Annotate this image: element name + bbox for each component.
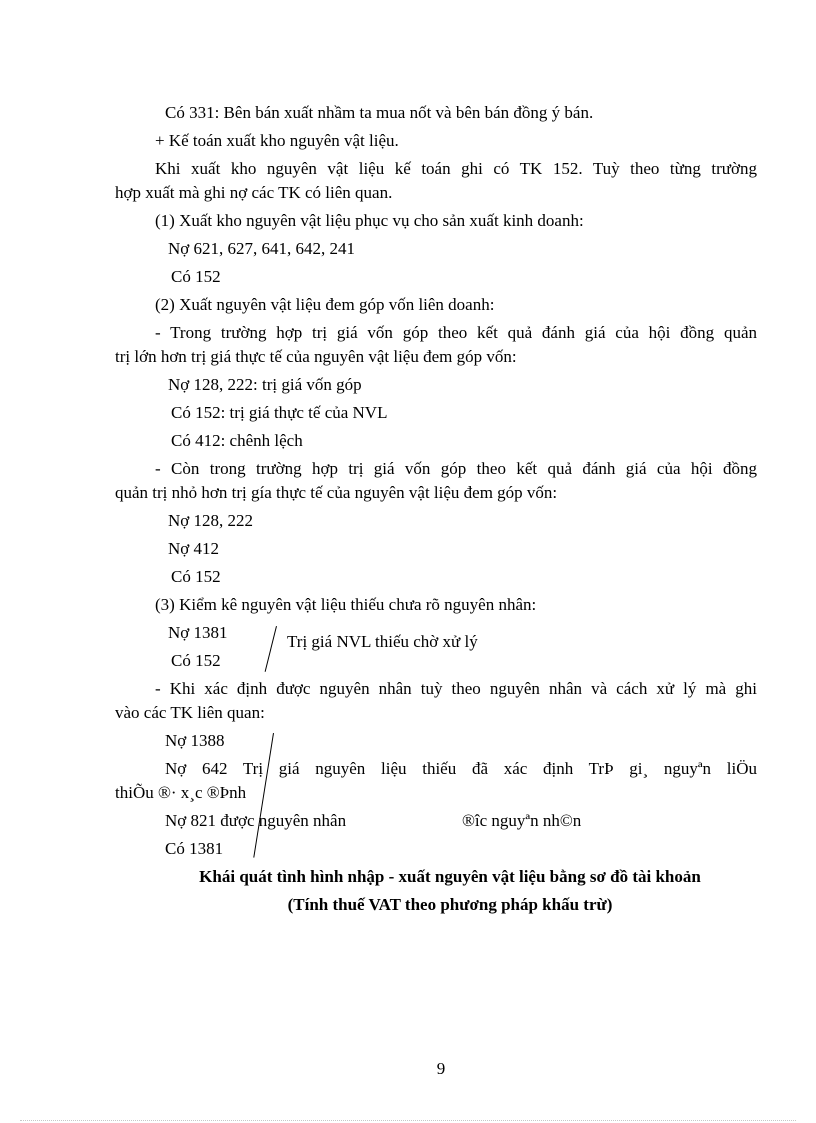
- journal-entry: Nợ 1388: [165, 731, 225, 750]
- text-line: (2) Xuất nguyên vật liệu đem góp vốn liên doanh:: [155, 295, 495, 314]
- journal-entry: Nợ 128, 222: trị giá vốn góp: [168, 375, 362, 394]
- journal-entry: Nợ 1381: [168, 623, 228, 642]
- text-line: (3) Kiểm kê nguyên vật liệu thiếu chưa rõ nguyên nhân:: [155, 595, 537, 614]
- text-line: Có 331: Bên bán xuất nhầm ta mua nốt và bên bán đồng ý bán.: [165, 103, 594, 122]
- journal-entry: Nợ 412: [168, 539, 220, 558]
- journal-entry: Có 152: trị giá thực tế của NVL: [171, 403, 388, 422]
- paragraph-line: trị lớn hơn trị giá thực tế của nguyên vật liệu đem góp vốn:: [115, 347, 517, 366]
- journal-entry: Nợ 821 được nguyên nhân: [165, 811, 347, 830]
- journal-entry: Có 152: [171, 567, 221, 586]
- journal-note: Trị giá NVL thiếu chờ xử lý: [287, 632, 478, 651]
- journal-entry: Nợ 642 Trị giá nguyên liệu thiếu đã xác định TrÞ gi¸ nguyªn liÖu: [165, 759, 757, 778]
- journal-entry: thiÕu ®· x¸c ®Þnh: [115, 783, 247, 802]
- journal-entry: Nợ 128, 222: [168, 511, 254, 530]
- paragraph-line: quản trị nhỏ hơn trị gía thực tế của nguyên vật liệu đem góp vốn:: [115, 483, 558, 502]
- page-footer-divider: [20, 1120, 796, 1121]
- paragraph-line: Khi xuất kho nguyên vật liệu kế toán ghi có TK 152. Tuỳ theo từng trường: [155, 159, 757, 178]
- paragraph-line: - Trong trường hợp trị giá vốn góp theo kết quả đánh giá của hội đồng quản: [155, 323, 757, 342]
- page-number: 9: [436, 1059, 446, 1078]
- text-line: + Kế toán xuất kho nguyên vật liệu.: [155, 131, 399, 150]
- section-heading: Khái quát tình hình nhập - xuất nguyên vật liệu bằng sơ đồ tài khoản: [199, 867, 701, 886]
- text-line: (1) Xuất kho nguyên vật liệu phục vụ cho sản xuất kinh doanh:: [155, 211, 584, 230]
- paragraph-line: - Còn trong trường hợp trị giá vốn góp theo kết quả đánh giá của hội đồng: [155, 459, 757, 478]
- journal-entry: Có 412: chênh lệch: [171, 431, 303, 450]
- journal-note: ®îc nguyªn nh©n: [462, 811, 582, 830]
- bracket-slash: [253, 733, 274, 858]
- journal-entry: Có 152: [171, 267, 221, 286]
- paragraph-line: vào các TK liên quan:: [115, 703, 265, 722]
- journal-entry: Có 1381: [165, 839, 224, 858]
- journal-entry: Có 152: [171, 651, 221, 670]
- section-subheading: (Tính thuế VAT theo phương pháp khấu trừ): [287, 895, 613, 914]
- journal-entry: Nợ 621, 627, 641, 642, 241: [168, 239, 356, 258]
- bracket-slash: [265, 626, 277, 672]
- paragraph-line: - Khi xác định được nguyên nhân tuỳ theo nguyên nhân và cách xử lý mà ghi: [155, 679, 757, 698]
- paragraph-line: hợp xuất mà ghi nợ các TK có liên quan.: [115, 183, 393, 202]
